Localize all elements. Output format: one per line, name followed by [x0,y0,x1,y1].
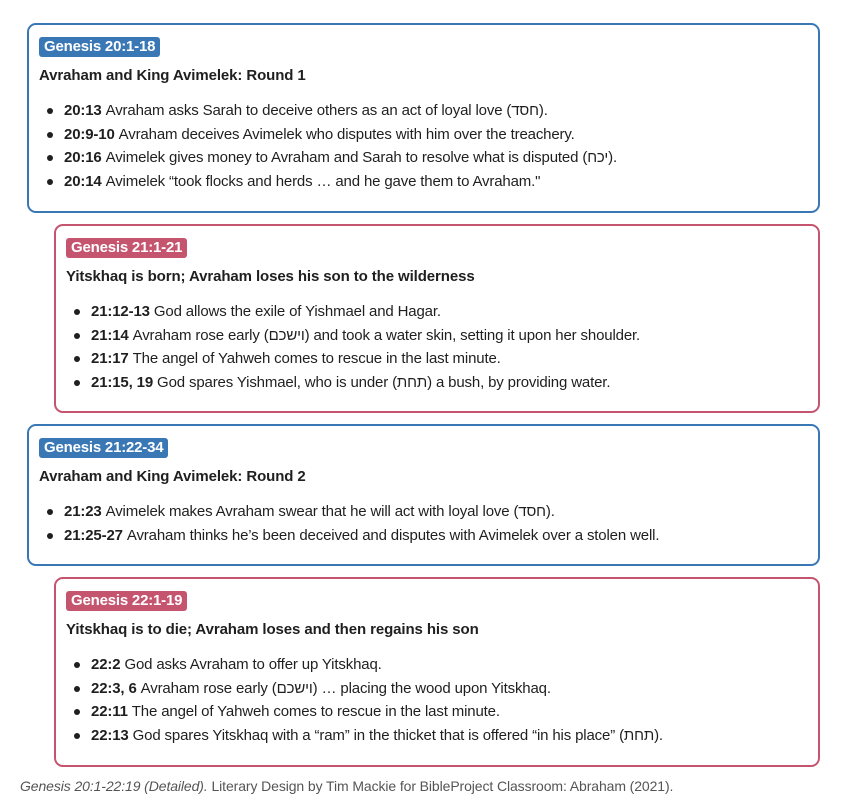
bullet-icon [47,509,53,515]
list-item [39,500,808,524]
point-list [39,99,808,193]
bullet-icon [47,108,53,114]
list-item [39,170,808,194]
bullet-icon [74,686,80,692]
point-text: Avraham asks Sarah to deceive others as an act of loyal love (חסד). [105,102,548,119]
point-text: Avraham deceives Avimelek who disputes with him over the treachery. [118,125,575,143]
bullet-icon [47,132,53,138]
point-text: God spares Yitskhaq with a “ram” in the thicket that is offered “in his place” (תחת). [132,726,663,744]
section-title: Yitskhaq is born; Avraham loses his son to the wilderness [66,268,475,285]
bullet-icon [74,662,80,668]
caption-title: Genesis 20:1-22:19 (Detailed). [20,778,208,794]
point-text: God allows the exile of Yishmael and Hagar. [153,303,441,320]
point-text: The angel of Yahweh comes to rescue in the last minute. [131,703,500,720]
point-text: Avraham rose early (וישכם) and took a water skin, setting it upon her shoulder. [132,326,641,344]
section-panel-genesis-20 [27,23,820,213]
verse-ref: 20:14 [64,172,102,190]
list-item [66,300,808,324]
point-list [39,500,808,547]
bullet-icon [47,155,53,161]
section-title: Yitskhaq is to die; Avraham loses and then regains his son [66,621,479,638]
verse-ref: 20:16 [64,149,102,166]
reference-badge: Genesis 20:1-18 [39,37,160,57]
caption-credit: Literary Design by Tim Mackie for BibleProject Classroom: Abraham (2021). [207,778,674,794]
bullet-icon [74,709,80,715]
point-text: Avimelek makes Avraham swear that he will act with loyal love (חסד). [105,503,555,520]
bullet-icon [74,380,80,386]
verse-ref: 21:12-13 [91,303,150,320]
list-item [66,724,808,748]
section-title: Avraham and King Avimelek: Round 2 [39,468,306,485]
reference-badge: Genesis 21:22-34 [39,438,168,458]
verse-ref: 20:9-10 [64,125,115,143]
reference-badge: Genesis 22:1-19 [66,591,187,611]
list-item [66,347,808,371]
figure-caption [20,778,673,794]
verse-ref: 22:11 [91,703,128,720]
verse-ref: 22:13 [91,726,129,744]
verse-ref: 22:3, 6 [91,679,137,697]
list-item [66,371,808,395]
point-text: God spares Yishmael, who is under (תחת) a bush, by providing water. [157,373,611,391]
point-text: The angel of Yahweh comes to rescue in the last minute. [132,350,501,367]
section-panel-genesis-21b [27,424,820,566]
reference-badge: Genesis 21:1-21 [66,238,187,258]
bullet-icon [74,333,80,339]
point-list [66,653,808,747]
verse-ref: 20:13 [64,102,102,119]
verse-ref: 21:14 [91,326,129,344]
list-item [39,123,808,147]
verse-ref: 21:25-27 [64,526,123,544]
point-text: Avraham thinks he’s been deceived and disputes with Avimelek over a stolen well. [126,526,660,544]
verse-ref: 21:23 [64,503,102,520]
verse-ref: 21:17 [91,350,129,367]
point-text: Avimelek “took flocks and herds … and he gave them to Avraham." [105,172,541,190]
list-item [39,524,808,548]
bullet-icon [74,309,80,315]
list-item [66,324,808,348]
section-panel-genesis-22 [54,577,820,767]
point-text: Avimelek gives money to Avraham and Sarah to resolve what is disputed (יכח). [105,149,617,166]
bullet-icon [47,533,53,539]
verse-ref: 21:15, 19 [91,373,154,391]
bullet-icon [74,733,80,739]
point-text: God asks Avraham to offer up Yitskhaq. [124,656,382,673]
bullet-icon [47,179,53,185]
list-item [66,700,808,724]
point-text: Avraham rose early (וישכם) … placing the wood upon Yitskhaq. [140,679,551,697]
section-title: Avraham and King Avimelek: Round 1 [39,67,306,84]
list-item [66,677,808,701]
list-item [39,146,808,170]
bullet-icon [74,356,80,362]
section-panel-genesis-21a [54,224,820,413]
list-item [66,653,808,677]
verse-ref: 22:2 [91,656,121,673]
point-list [66,300,808,394]
list-item [39,99,808,123]
